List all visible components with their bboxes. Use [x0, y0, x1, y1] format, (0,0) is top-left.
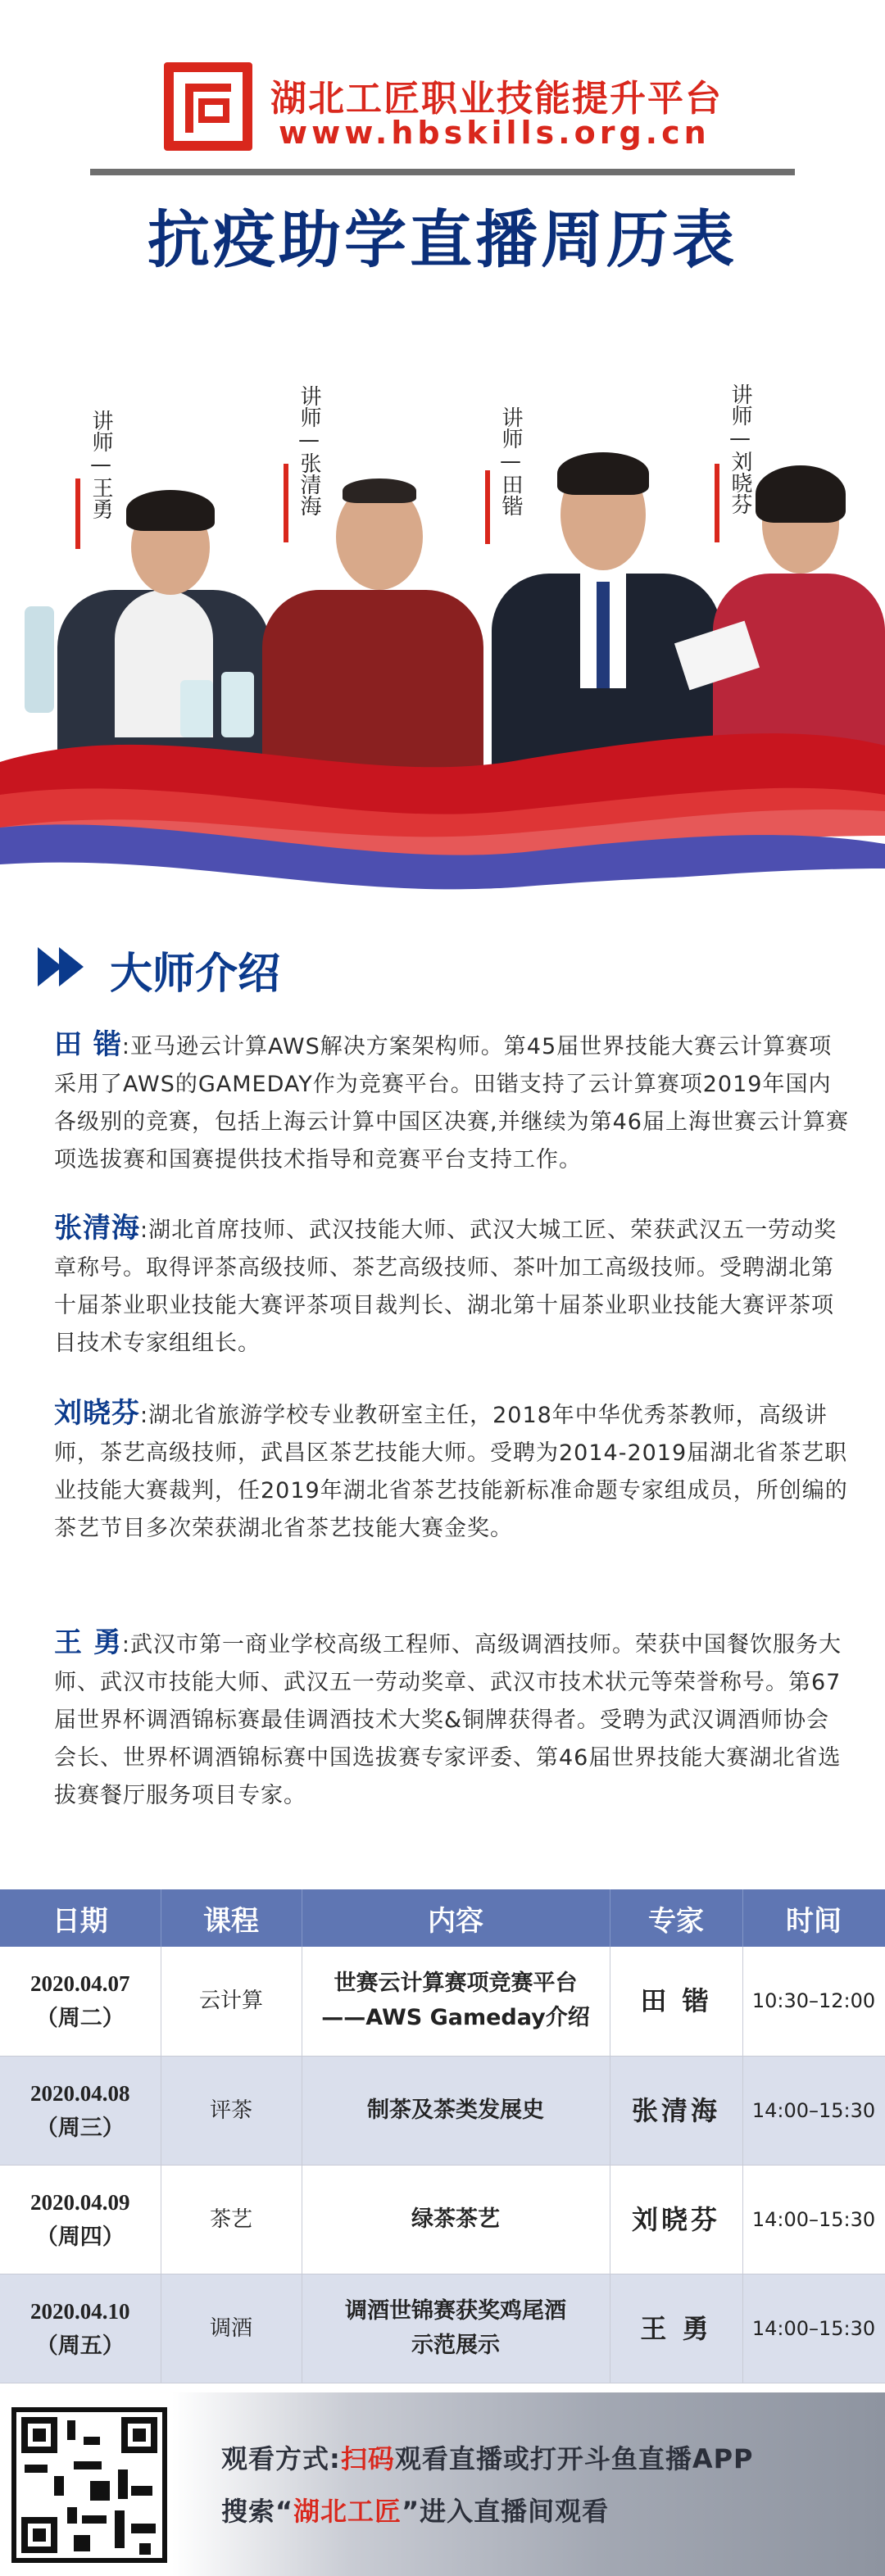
page-title: 抗疫助学直播周历表 — [148, 203, 738, 276]
cell-content: 调酒世锦赛获奖鸡尾酒 示范展示 — [302, 2274, 610, 2383]
footer-band — [172, 2392, 885, 2576]
cell-content: 制茶及茶类发展史 — [302, 2056, 610, 2165]
brand-logo — [164, 62, 252, 151]
cell-course: 云计算 — [161, 1947, 302, 2056]
bio-tian — [54, 1026, 849, 1179]
bio-liu — [54, 1395, 849, 1548]
cell-date: 2020.04.10 （周五） — [0, 2274, 161, 2383]
col-header-date: 日期 — [0, 1889, 161, 1947]
col-header-course: 课程 — [161, 1889, 302, 1947]
cell-expert: 王 勇 — [610, 2274, 742, 2383]
bio-name: 张清海 — [54, 1212, 140, 1245]
schedule-table — [0, 1889, 885, 2383]
decorative-wave — [0, 705, 885, 918]
header-divider — [90, 169, 795, 175]
table-row — [0, 2274, 885, 2383]
bio-text: :湖北省旅游学校专业教研室主任，2018年中华优秀茶教师，高级讲师，茶艺高级技师，武昌区茶艺技能大师。受聘为2014-2019届湖北省茶艺职业技能大赛裁判，任2019年湖北省茶艺技能新标准命题专家组成员，所创编的茶艺节目多次荣获湖北省茶艺技能大赛金奖。 — [54, 1403, 848, 1541]
qr-code[interactable] — [11, 2407, 167, 2563]
cell-expert: 刘晓芬 — [610, 2165, 742, 2274]
bio-name: 王 勇 — [54, 1626, 122, 1659]
instructor-label-text: 讲师—王勇 — [88, 410, 113, 519]
bio-text: :湖北首席技师、武汉技能大师、武汉大城工匠、荣获武汉五一劳动奖章称号。取得评茶高级技师、茶艺高级技师、茶叶加工高级技师。受聘湖北第十届茶业职业技能大赛评茶项目裁判长、湖北第十届茶业职业技能大赛评茶项目技术专家组组长。 — [54, 1218, 837, 1356]
cell-time: 10:30–12:00 — [742, 1947, 885, 2056]
brand-name: 湖北工匠职业技能提升平台 — [270, 78, 723, 120]
cell-content: 世赛云计算赛项竞赛平台 ——AWS Gameday介绍 — [302, 1947, 610, 2056]
instructor-label-text: 讲师—田锴 — [498, 406, 523, 516]
bio-name: 刘晓芬 — [54, 1397, 140, 1430]
cell-date: 2020.04.08 （周三） — [0, 2056, 161, 2165]
cell-content: 绿茶茶艺 — [302, 2165, 610, 2274]
bio-wang — [54, 1624, 849, 1815]
cell-course: 调酒 — [161, 2274, 302, 2383]
cell-date: 2020.04.07 （周二） — [0, 1947, 161, 2056]
cell-time: 14:00–15:30 — [742, 2274, 885, 2383]
bio-text: :武汉市第一商业学校高级工程师、高级调酒技师。荣获中国餐饮服务大师、武汉市技能大师、武汉五一劳动奖章、武汉市技术状元等荣誉称号。第67届世界杯调酒锦标赛最佳调酒技术大奖&铜牌获得者。受聘为武汉调酒师协会会长、世界杯调酒锦标赛中国选拔赛专家评委、第46届世界技能大赛湖北省选拔赛餐厅服务项目专家。 — [54, 1632, 842, 1808]
watch-instructions: 观看方式:扫码观看直播或打开斗鱼直播APP — [221, 2443, 754, 2474]
instructor-label-text: 讲师—刘晓芬 — [728, 383, 752, 515]
brand-url[interactable]: www.hbskills.org.cn — [279, 115, 710, 151]
table-row — [0, 1947, 885, 2056]
cell-time: 14:00–15:30 — [742, 2165, 885, 2274]
cell-expert: 田 锴 — [610, 1947, 742, 2056]
cell-course: 茶艺 — [161, 2165, 302, 2274]
col-header-time: 时间 — [742, 1889, 885, 1947]
instructor-label-text: 讲师—张清海 — [297, 385, 321, 516]
bio-name: 田 锴 — [54, 1028, 122, 1061]
page-header — [0, 0, 885, 344]
col-header-content: 内容 — [302, 1889, 610, 1947]
page-footer — [0, 2392, 885, 2576]
bio-text: :亚马逊云计算AWS解决方案架构师。第45届世界技能大赛云计算赛项采用了AWS的GAMEDAY作为竞赛平台。田锴支持了云计算赛项2019年国内各级别的竞赛，包括上海云计算中国区决赛,并继续为第46届上海世赛云计算赛项选拔赛和国赛提供技术指导和竞赛平台支持工作。 — [54, 1034, 849, 1172]
cell-time: 14:00–15:30 — [742, 2056, 885, 2165]
cell-date: 2020.04.09 （周四） — [0, 2165, 161, 2274]
table-row — [0, 2165, 885, 2274]
section-title: 大师介绍 — [110, 950, 281, 999]
cell-expert: 张清海 — [610, 2056, 742, 2165]
table-header-row — [0, 1889, 885, 1947]
bio-zhang — [54, 1209, 849, 1363]
table-row — [0, 2056, 885, 2165]
search-instructions: 搜索“湖北工匠”进入直播间观看 — [221, 2496, 610, 2527]
cell-course: 评茶 — [161, 2056, 302, 2165]
col-header-expert: 专家 — [610, 1889, 742, 1947]
